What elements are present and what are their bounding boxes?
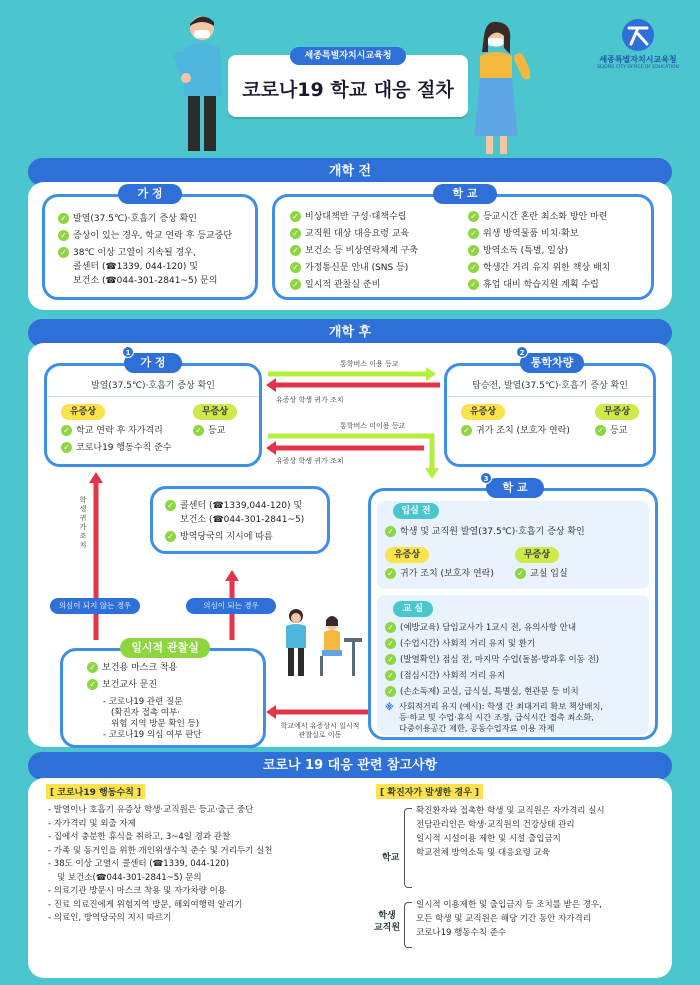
list-item: ✓ 콜센터 (☎1339,044-120) 및 보건소 (☎044-301-2841~5) (165, 499, 325, 527)
list-item: 일시적 이용제한 및 출입금지 등 조치를 받은 경우, (416, 900, 602, 910)
list-item: - 의료인, 방역당국의 지시 따르기 (48, 913, 172, 923)
arrow-label-sym-home-2: 유증상 학생 귀가 조치 (276, 457, 344, 465)
list-item: ✓ 발열(37.5℃)·호흡기 증상 확인 (58, 212, 253, 226)
staff-key: 학생 교직원 (373, 911, 401, 933)
suspect-pill: 의심이 되는 경우 (186, 598, 276, 614)
step-number: 3 (480, 472, 492, 484)
list-item: ✓ (손소독제) 교실, 급식실, 특별실, 현관문 등 비치 (385, 685, 655, 699)
step-number: 2 (516, 346, 528, 358)
list-item: - 진료 의료진에게 위험지역 방문, 해외여행력 알리기 (48, 899, 243, 910)
list-item: ✓ 증상이 있는 경우, 학교 연락 후 등교중단 (58, 229, 253, 243)
before-school-label: 학 교 (433, 184, 497, 204)
list-item: ✓ 방역소독 (특별, 일상) (468, 244, 648, 258)
list-item: ✓ 등교 (595, 424, 655, 438)
list-item: ✓ 보건용 마스크 착용 (87, 661, 263, 675)
after-school-box (368, 488, 658, 740)
after-home-sym-tag: 유증상 (61, 404, 105, 420)
after-heading: 개학 후 (28, 319, 672, 347)
list-item: ✓ 학생 및 교직원 발열(37.5℃)·호흡기 증상 확인 (385, 525, 655, 539)
not-suspect-pill: 의심이 되지 않는 경우 (50, 598, 140, 614)
observation-box (60, 648, 266, 748)
list-item: - 발열이나 호흡기 유증상 학생·교직원은 등교·출근 중단 (48, 805, 254, 815)
list-item: 모든 학생 및 교직원은 해당 기간 동안 자가격리 (416, 914, 591, 924)
observation-sub: - 코로나19 관련 질문 (확진자 접촉 여부· 위험 지역 방문 확인 등) - 코로나19 의심 여부 판단 (103, 697, 202, 740)
arrow-label-bus-use: 통학버스 이용 등교 (340, 360, 399, 368)
note-mark: ※ (385, 703, 394, 713)
list-item: ✓ 학생간 거리 유지 위한 책상 배치 (468, 261, 648, 275)
list-item: - 가족 및 동거인을 위한 개인위생수칙 준수 및 거리두기 실천 (48, 845, 273, 856)
list-item: ✓ 휴업 대비 학습지원 계획 수립 (468, 278, 648, 292)
list-item: - 의료기관 방문시 마스크 착용 및 자가차량 이용 (48, 886, 227, 896)
list-item: 코로나19 행동수칙 준수 (416, 928, 507, 938)
after-bus-nosym-tag: 무증상 (595, 404, 639, 420)
school-items (416, 804, 676, 860)
list-item: 학교전체 방역소독 및 대응요령 교육 (416, 848, 550, 858)
list-item: ✓ 38℃ 이상 고열이 지속될 경우, 콜센터 (☎1339, 044-120) 및 보건소 (☎044-301-2841~5) 문의 (58, 246, 253, 288)
after-school-sym-tag: 유증상 (385, 547, 429, 563)
after-school-label: 학 교 (486, 478, 544, 498)
after-school-nosym-tag: 무증상 (515, 547, 559, 563)
list-item: ✓ 등교 (193, 424, 253, 438)
list-item: ✓ 교실 입실 (515, 567, 615, 581)
list-item: ✓ 등교시간 혼란 최소화 방안 마련 (468, 210, 648, 224)
after-bus-check: 탑승전, 발열(37.5℃)·호흡기 증상 확인 (472, 381, 628, 391)
after-bus-label: 통학차량 (520, 353, 584, 373)
arrow-label-bus-nouse: 통학버스 미이용 등교 (340, 422, 406, 430)
list-item: - 자가격리 및 외출 자제 (48, 818, 136, 829)
ref-heading: 코로나 19 대응 관련 참고사항 (28, 752, 672, 780)
list-item: ✓ (점심시간) 사회적 거리 유지 (385, 669, 655, 683)
page-title: 코로나19 학교 대응 절차 (242, 79, 454, 101)
after-home-check: 발열(37.5℃)·호흡기 증상 확인 (91, 381, 215, 391)
entry-tag: 입실 전 (393, 503, 439, 519)
rules-list (48, 804, 368, 926)
before-heading: 개학 전 (28, 158, 672, 186)
list-item: ✓ (예방교육) 담임교사가 1교시 전, 유의사항 안내 (385, 621, 655, 635)
arrow-label-sym-home-1: 유증상 학생 귀가 조치 (276, 396, 344, 404)
list-item: 전담관리인은 학생·교직원의 건강상태 관리 (416, 820, 575, 830)
list-item: ✓ 코로나19 행동수칙 준수 (61, 441, 191, 455)
after-home-nosym-tag: 무증상 (193, 404, 237, 420)
class-tag: 교 실 (393, 601, 433, 617)
class-note: 사회적거리 유지 (예시): 학생 간 최대거리 확보 책상배치, 등·하교 및 수업·휴식 시간 조정, 급식시간 접촉 최소화, 다중이용공간 제한, 공동수업자료 이용 자제 (399, 701, 603, 733)
step-number: 1 (122, 346, 134, 358)
after-bus-sym-tag: 유증상 (461, 404, 505, 420)
list-item: ✓ 귀가 조치 (보호자 연락) (461, 424, 591, 438)
list-item: 일시적 시설이용 제한 및 시설 출입금지 (416, 834, 561, 844)
staff-items (416, 898, 676, 940)
arrow-label-to-obs: 학교에서 유증상시 일시적 관찰실로 이동 (280, 722, 360, 739)
list-item: ✓ 학교 연락 후 자가격리 (61, 424, 191, 438)
list-item: - 38도 이상 고열시 콜센터 (☎1339, 044-120) (48, 859, 230, 869)
arrow-label-vertical-home: 학생 귀가 조치 (79, 496, 87, 549)
list-item: 확진환자와 접촉한 학생 및 교직원은 자가격리 실시 (416, 806, 605, 816)
list-item: ✓ (발열확인) 점심 전, 마지막 수업(돌봄·방과후 이동 전) (385, 653, 655, 667)
list-item: ✓ 귀가 조치 (보호자 연락) (385, 567, 515, 581)
list-item: ✓ 가정통신문 안내 (SNS 등) (290, 261, 470, 275)
list-item: ✓ 교직원 대상 대응요령 교육 (290, 227, 470, 241)
teacher-student-illustration (282, 606, 366, 680)
list-item: ✓ 방역당국의 지시에 따름 (165, 530, 325, 544)
list-item: - 집에서 충분한 휴식을 취하고, 3~4일 경과 관찰 (48, 832, 231, 842)
rules-label: [ 코로나19 행동수칙 ] (46, 784, 145, 799)
list-item: 및 보건소(☎044-301-2841~5) 문의 (57, 872, 202, 883)
list-item: ✓ 보건소 등 비상연락체계 구축 (290, 244, 470, 258)
after-home-label: 가 정 (124, 353, 182, 373)
school-key: 학교 (382, 853, 400, 863)
observation-label: 일시적 관찰실 (120, 638, 210, 658)
list-item: ✓ (수업시간) 사회적 거리 유지 및 환기 (385, 637, 655, 651)
list-item: ✓ 위생 방역물품 비치·확보 (468, 227, 648, 241)
list-item: ✓ 비상대책반 구성·대책수립 (290, 210, 470, 224)
logo-subtext: SEJONG CITY OFFICE OF EDUCATION (597, 65, 679, 70)
list-item: ✓ 보건교사 문진 (87, 678, 263, 692)
before-home-label: 가 정 (118, 184, 182, 204)
logo-text: 세종특별자치시교육청 (599, 55, 677, 64)
list-item: ✓ 일시적 관찰실 준비 (290, 278, 470, 292)
ref-card (28, 778, 672, 978)
org-banner: 세종특별자치시교육청 (290, 47, 406, 65)
callcenter-box (150, 486, 330, 554)
confirmed-label: [ 확진자가 발생한 경우 ] (376, 784, 483, 799)
